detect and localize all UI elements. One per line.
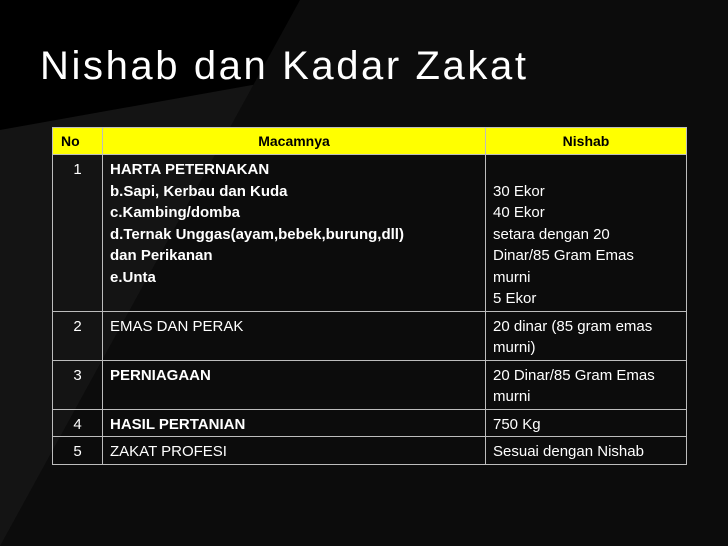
row-number: 1 <box>53 155 103 312</box>
row-nishab: 20 Dinar/85 Gram Emas murni <box>486 360 687 409</box>
row-nishab: Sesuai dengan Nishab <box>486 437 687 465</box>
table-row <box>53 360 687 409</box>
row-number: 4 <box>53 409 103 437</box>
row-macamnya <box>103 155 486 312</box>
row-nishab: 20 dinar (85 gram emas murni) <box>486 311 687 360</box>
table-header-row <box>53 128 687 155</box>
macamnya-line: HARTA PETERNAKAN <box>110 161 270 178</box>
nishab-line: setara dengan 20 <box>493 225 610 243</box>
macamnya-line: e.Unta <box>110 268 156 286</box>
macamnya-line: d.Ternak Unggas(ayam,bebek,burung,dll) <box>110 225 404 243</box>
table-row <box>53 311 687 360</box>
nishab-line: 30 Ekor <box>493 182 545 200</box>
zakat-table <box>52 127 687 465</box>
header-no: No <box>53 128 103 155</box>
row-number: 5 <box>53 437 103 465</box>
table-row <box>53 155 687 312</box>
row-macamnya: HASIL PERTANIAN <box>103 409 486 437</box>
nishab-line: 5 Ekor <box>493 290 537 307</box>
row-number: 2 <box>53 311 103 360</box>
nishab-line: Dinar/85 Gram Emas <box>493 247 634 264</box>
slide-title: Nishab dan Kadar Zakat <box>40 44 529 88</box>
table-row <box>53 437 687 465</box>
row-nishab: 750 Kg <box>486 409 687 437</box>
macamnya-line: c.Kambing/domba <box>110 204 241 221</box>
macamnya-line: dan Perikanan <box>110 247 213 264</box>
row-number: 3 <box>53 360 103 409</box>
row-nishab <box>486 155 687 312</box>
row-macamnya: ZAKAT PROFESI <box>103 437 486 465</box>
nishab-line: 40 Ekor <box>493 204 545 221</box>
row-macamnya: PERNIAGAAN <box>103 360 486 409</box>
nishab-line <box>493 159 679 181</box>
header-nishab: Nishab <box>486 128 687 155</box>
row-macamnya: EMAS DAN PERAK <box>103 311 486 360</box>
header-macamnya: Macamnya <box>103 128 486 155</box>
table-row <box>53 409 687 437</box>
macamnya-line: b.Sapi, Kerbau dan Kuda <box>110 182 288 200</box>
nishab-line: murni <box>493 268 531 286</box>
